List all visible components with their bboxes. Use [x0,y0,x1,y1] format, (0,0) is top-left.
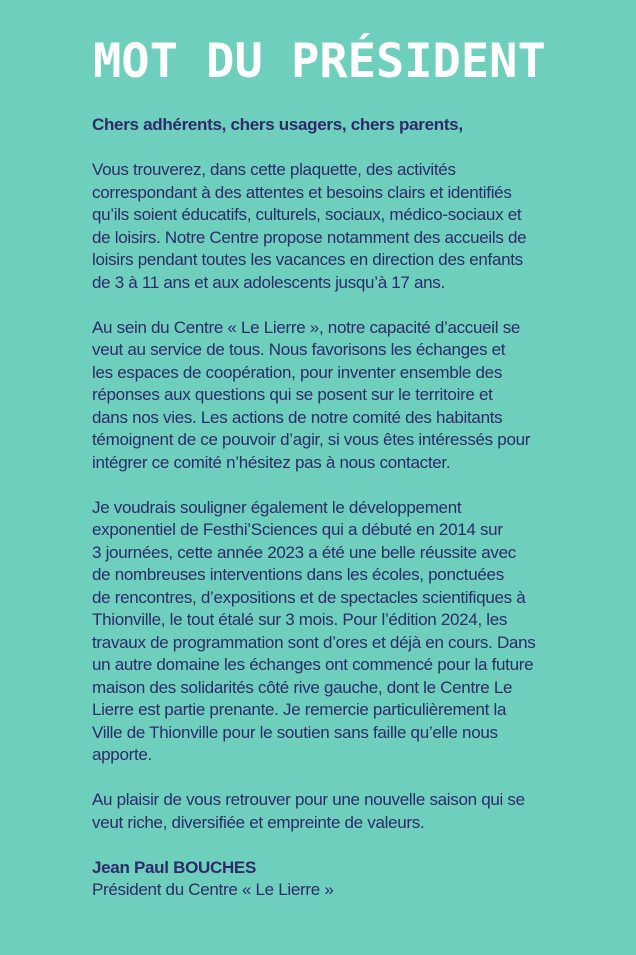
paragraph-line: de loisirs. Notre Centre propose notamment des accueils de [92,227,527,247]
signature-role: Président du Centre « Le Lierre » [92,880,334,899]
page-title: MOT DU PRÉSIDENT [93,34,546,89]
signature [92,857,607,902]
paragraph-line: Lierre est partie prenante. Je remercie particulièrement la [92,700,507,719]
paragraph-line: dans nos vies. Les actions de notre comité des habitants [92,407,503,427]
paragraph-4 [92,789,607,834]
paragraph-line: exponentiel de Festhi’Sciences qui a débuté en 2014 sur [92,520,503,539]
paragraph-line: Thionville, le tout étalé sur 3 mois. Pour l’édition 2024, les [92,610,508,629]
paragraph-line: correspondant à des attentes et besoins clairs et identifiés [92,182,512,202]
paragraph-line: Au sein du Centre « Le Lierre », notre capacité d’accueil se [92,317,521,337]
paragraph-3 [92,497,607,767]
paragraph-line: 3 journées, cette année 2023 a été une belle réussite avec [92,542,516,562]
paragraph-2 [92,317,607,475]
paragraph-line: Ville de Thionville pour le soutien sans faille qu’elle nous [92,722,498,742]
paragraph-line: réponses aux questions qui se posent sur le territoire et [92,385,493,404]
paragraph-line: de 3 à 11 ans et aux adolescents jusqu’à 17 ans. [92,272,445,292]
paragraph-line: veut au service de tous. Nous favorisons les échanges et [92,340,506,359]
paragraph-1 [92,159,607,294]
paragraph-line: de nombreuses interventions dans les écoles, ponctuées [92,565,504,584]
letter-body [92,114,607,902]
paragraph-line: loisirs pendant toutes les vacances en direction des enfants [92,250,523,269]
salutation-paragraph [92,114,607,137]
salutation: Chers adhérents, chers usagers, chers parents, [92,115,463,134]
paragraph-line: qu’ils soient éducatifs, culturels, sociaux, médico-sociaux et [92,205,522,224]
paragraph-line: de rencontres, d’expositions et de spectacles scientifiques à [92,587,526,607]
paragraph-line: apporte. [92,745,152,764]
paragraph-line: intégrer ce comité n’hésitez pas à nous contacter. [92,452,451,472]
paragraph-line: Je voudrais souligner également le développement [92,497,462,517]
paragraph-line: veut riche, diversifiée et empreinte de valeurs. [92,812,425,832]
paragraph-line: Au plaisir de vous retrouver pour une nouvelle saison qui se [92,790,525,809]
paragraph-line: travaux de programmation sont d’ores et déjà en cours. Dans [92,632,536,652]
signature-name: Jean Paul BOUCHES [92,857,257,877]
paragraph-line: les espaces de coopération, pour inventer ensemble des [92,362,503,382]
paragraph-line: témoignent de ce pouvoir d’agir, si vous êtes intéressés pour [92,430,531,449]
paragraph-line: un autre domaine les échanges ont commencé pour la future [92,655,534,674]
paragraph-line: Vous trouverez, dans cette plaquette, des activités [92,160,456,179]
paragraph-line: maison des solidarités côté rive gauche, dont le Centre Le [92,677,513,697]
